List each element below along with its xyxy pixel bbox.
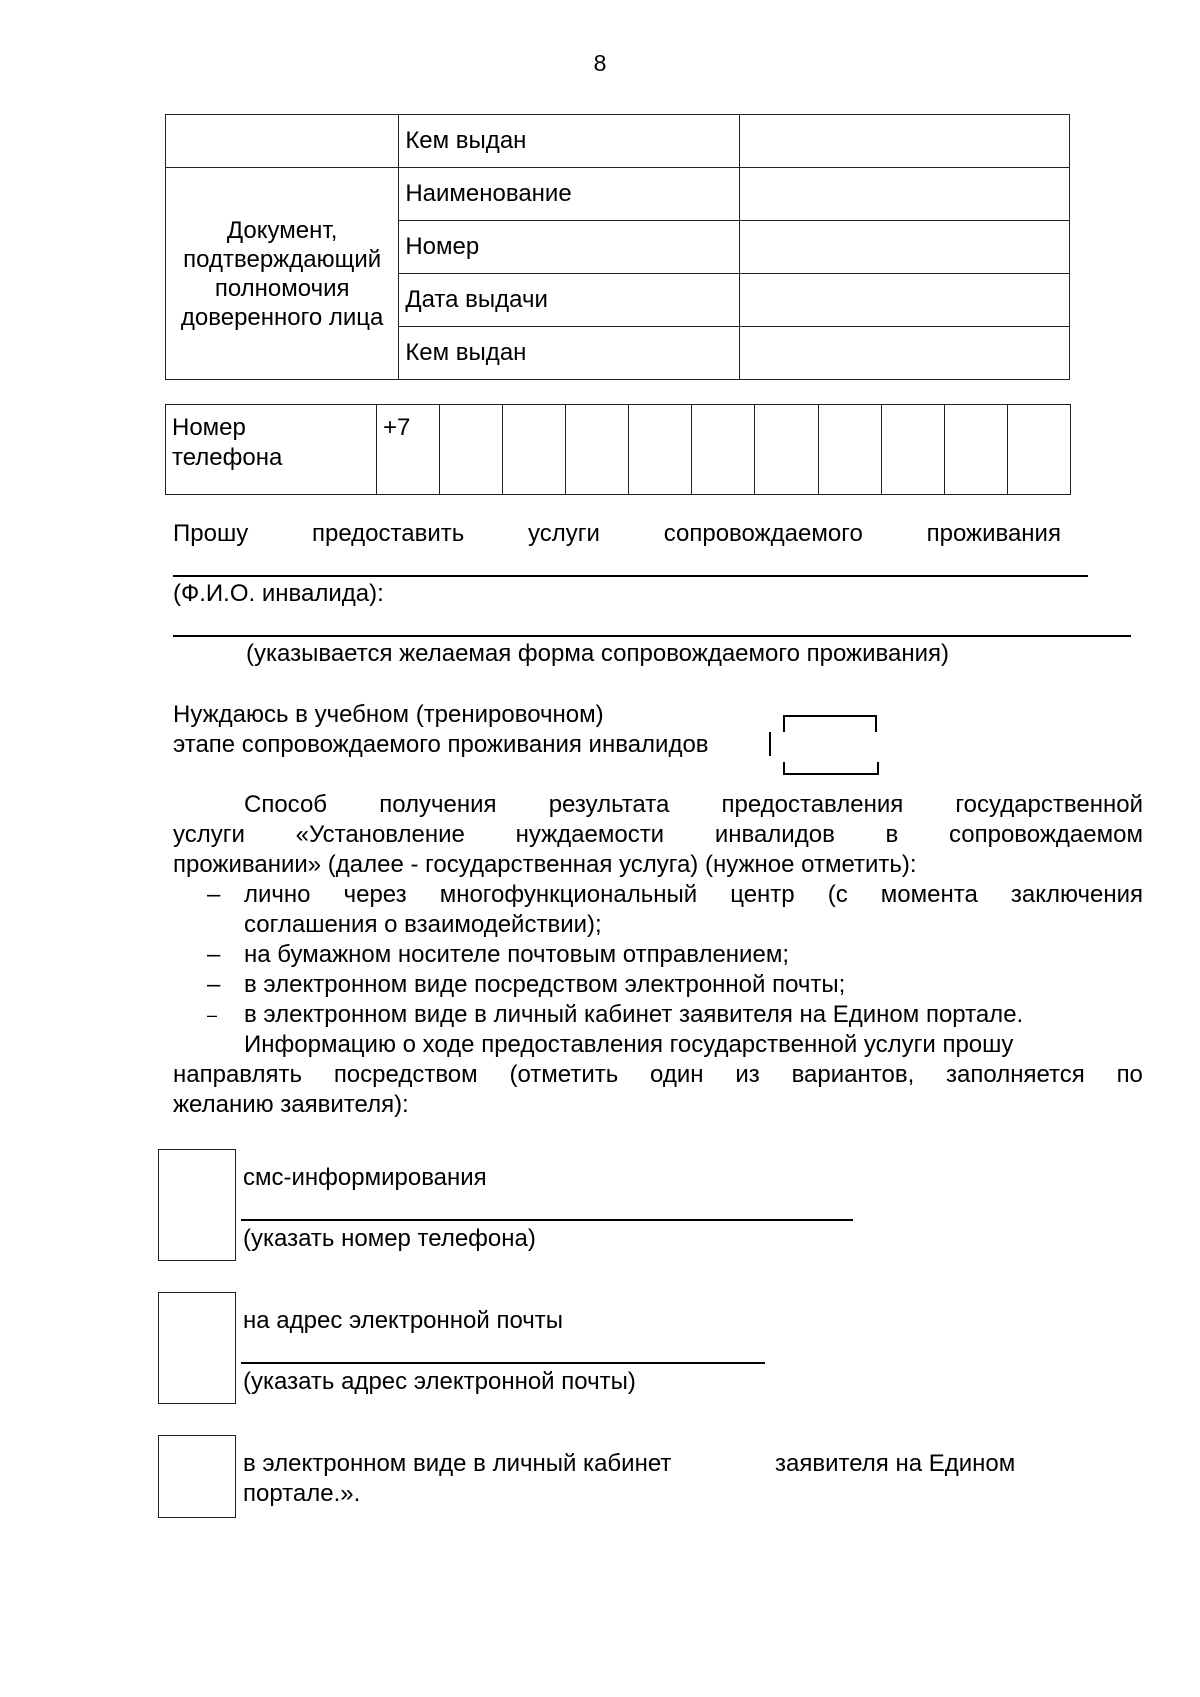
request-word: Прошу (173, 520, 249, 547)
document-name-field[interactable] (739, 168, 1069, 221)
authority-label-line: Документ, (226, 216, 338, 244)
method-line-1 (244, 791, 1143, 819)
email-hint: (указать адрес электронной почты) (243, 1368, 636, 1395)
phone-label-line: Номер (172, 414, 246, 441)
document-number-field[interactable] (739, 221, 1069, 274)
phone-digit-cell[interactable] (1007, 405, 1070, 495)
option-in-person-line-2: соглашения о взаимодействии); (244, 911, 602, 938)
method-word: «Установление (295, 821, 465, 848)
list-dash: – (207, 881, 221, 908)
form-hint: (указывается желаемая форма сопровождаемого проживания) (246, 640, 949, 667)
method-word: Способ (244, 791, 328, 818)
request-word: сопровождаемого (663, 520, 863, 547)
page-number: 8 (593, 50, 607, 76)
training-line-2: этапе сопровождаемого проживания инвалидов (173, 731, 709, 758)
document-number-label: Номер (399, 221, 739, 274)
authority-issued-by-field[interactable] (739, 327, 1069, 380)
phone-prefix: +7 (377, 405, 440, 495)
method-word: услуги (173, 821, 245, 848)
training-line-1: Нуждаюсь в учебном (тренировочном) (173, 701, 604, 728)
info-word: вариантов, (791, 1061, 915, 1088)
fio-label: (Ф.И.О. инвалида): (173, 580, 384, 607)
email-label: на адрес электронной почты (243, 1307, 564, 1334)
authority-label-line: подтверждающий (183, 245, 382, 273)
issue-date-field[interactable] (739, 274, 1069, 327)
method-word: нуждаемости (515, 821, 665, 848)
phone-digit-cell[interactable] (692, 405, 755, 495)
method-word: инвалидов (714, 821, 835, 848)
email-checkbox[interactable] (158, 1292, 236, 1404)
sms-phone-blank-line[interactable] (241, 1219, 853, 1221)
issued-by-field[interactable] (739, 115, 1069, 168)
email-address-blank-line[interactable] (241, 1362, 765, 1364)
phone-number-table (165, 404, 1071, 495)
phone-digit-cell[interactable] (440, 405, 503, 495)
method-word: получения (379, 791, 497, 818)
info-word: (отметить (509, 1061, 619, 1088)
trustee-document-table (165, 114, 1070, 380)
table-row (166, 115, 1070, 168)
sms-hint: (указать номер телефона) (243, 1225, 536, 1252)
info-word: направлять (173, 1061, 302, 1088)
authority-document-label (166, 168, 399, 380)
method-word: сопровождаемом (949, 821, 1143, 848)
phone-label-line: телефона (172, 444, 283, 471)
portal-label-part-2: заявителя на Едином (775, 1450, 1016, 1477)
info-line-3: желанию заявителя): (173, 1091, 409, 1118)
fio-blank-line[interactable] (173, 635, 1131, 637)
phone-digit-cell[interactable] (503, 405, 566, 495)
portal-label-part-1: в электронном виде в личный кабинет (243, 1450, 672, 1477)
option-in-person-line-1: лично через многофункциональный центр (с момента заключения (244, 881, 1143, 908)
table-row (166, 168, 1070, 221)
info-line-2 (173, 1061, 1143, 1089)
list-dash: – (207, 971, 221, 998)
list-dash: – (207, 941, 221, 968)
authority-label-line: полномочия (214, 274, 350, 302)
option-paper-mail: на бумажном носителе почтовым отправлением; (244, 941, 789, 968)
authority-label-line: доверенного лица (180, 303, 384, 331)
phone-digit-cell[interactable] (944, 405, 1007, 495)
method-line-3: проживании» (далее - государственная услуга) (нужное отметить): (173, 851, 917, 878)
option-email: в электронном виде посредством электронной почты; (244, 971, 846, 998)
phone-digit-cell[interactable] (755, 405, 818, 495)
info-line-1: Информацию о ходе предоставления государственной услуги прошу (244, 1031, 1014, 1058)
method-line-2 (173, 821, 1143, 849)
info-word: посредством (333, 1061, 478, 1088)
info-word: по (1116, 1061, 1143, 1088)
table-cell-empty (166, 115, 399, 168)
request-word: предоставить (312, 520, 465, 547)
request-blank-line[interactable] (173, 575, 1088, 577)
sms-label: смс-информирования (243, 1164, 487, 1191)
training-checkbox[interactable] (762, 712, 882, 778)
document-name-label: Наименование (399, 168, 739, 221)
phone-label (166, 405, 377, 495)
list-dash: – (207, 1005, 218, 1025)
method-word: в (885, 821, 899, 848)
phone-digit-cell[interactable] (629, 405, 692, 495)
phone-digit-cell[interactable] (566, 405, 629, 495)
option-portal: в электронном виде в личный кабинет заявителя на Едином портале. (244, 1001, 1024, 1028)
phone-row (166, 405, 1071, 495)
portal-label-line-2: портале.». (243, 1480, 361, 1507)
info-word: заполняется (946, 1061, 1085, 1088)
phone-digit-cell[interactable] (818, 405, 881, 495)
issued-by-label: Кем выдан (399, 115, 739, 168)
method-word: результата (548, 791, 670, 818)
request-word: проживания (926, 520, 1061, 547)
info-word: из (735, 1061, 760, 1088)
info-word: один (650, 1061, 704, 1088)
method-word: государственной (955, 791, 1143, 818)
authority-issued-by-label: Кем выдан (399, 327, 739, 380)
request-line (173, 520, 1061, 548)
method-word: предоставления (721, 791, 904, 818)
request-word: услуги (528, 520, 600, 547)
issue-date-label: Дата выдачи (399, 274, 739, 327)
portal-checkbox[interactable] (158, 1435, 236, 1518)
phone-digit-cell[interactable] (881, 405, 944, 495)
sms-checkbox[interactable] (158, 1149, 236, 1261)
